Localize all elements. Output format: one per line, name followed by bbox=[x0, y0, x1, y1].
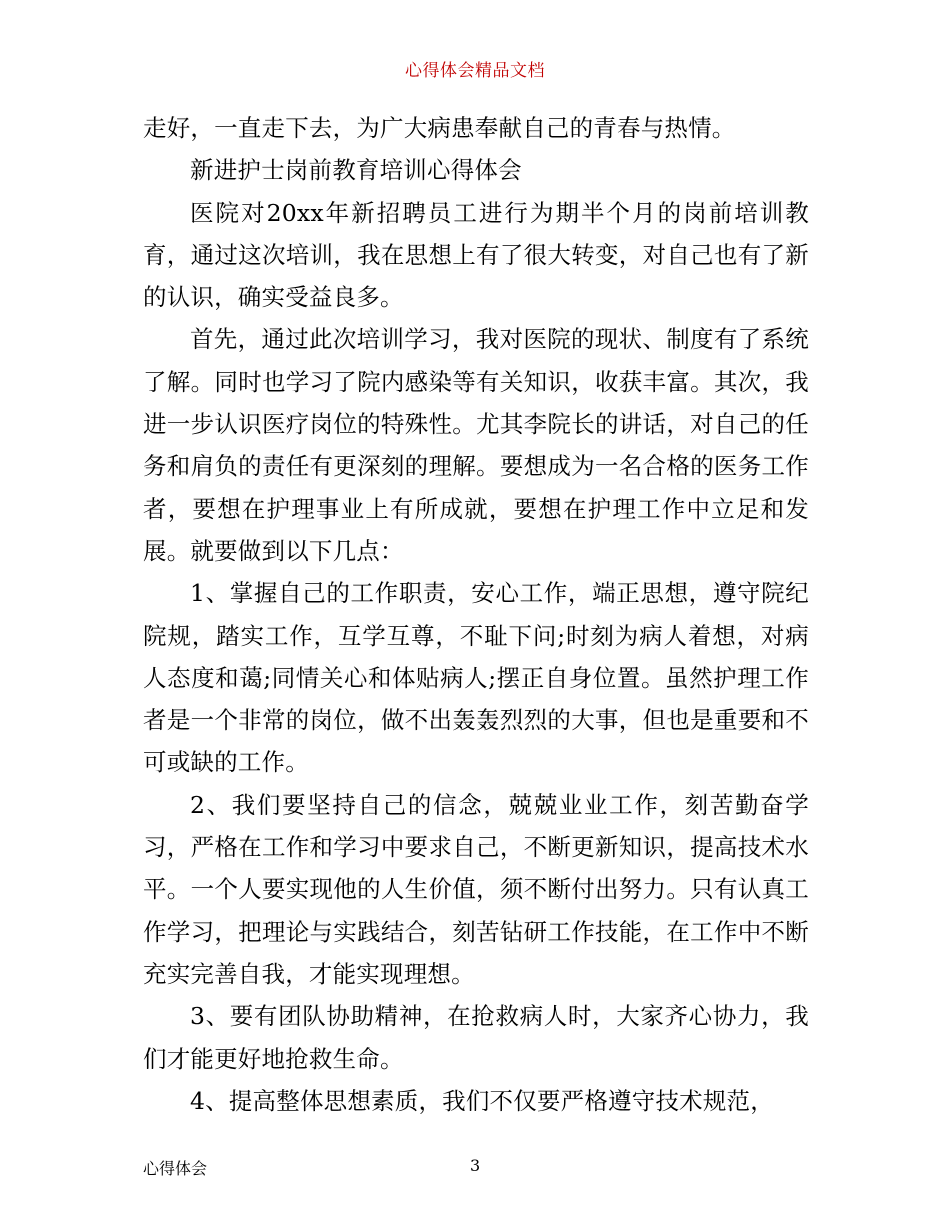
paragraph-continuation: 走好，一直走下去，为广大病患奉献自己的青春与热情。 bbox=[143, 114, 736, 142]
footer-page-number: 3 bbox=[470, 1156, 481, 1175]
paragraph-point-1: 1、掌握自己的工作职责，安心工作，端正思想，遵守院纪院规，踏实工作，互学互尊，不耻下问;时刻为病人着想，对病人态度和蔼;同情关心和体贴病人;摆正自身位置。虽然护理工作者是一个非常的岗位，做不出轰轰烈烈的大事，但也是重要和不可或缺的工作。 bbox=[143, 579, 809, 777]
paragraph-point-4: 4、提高整体思想素质，我们不仅要严格遵守技术规范， bbox=[190, 1086, 774, 1115]
footer-label: 心得体会 bbox=[143, 1159, 208, 1178]
document-body bbox=[143, 107, 809, 1122]
paragraph-first: 首先，通过此次培训学习，我对医院的现状、制度有了系统了解。同时也学习了院内感染等有关知识，收获丰富。其次，我进一步认识医疗岗位的特殊性。尤其李院长的讲话，对自己的任务和肩负的责任有更深刻的理解。要想成为一名合格的医务工作者，要想在护理事业上有所成就，要想在护理工作中立足和发展。就要做到以下几点： bbox=[143, 325, 809, 565]
paragraph-point-3: 3、要有团队协助精神，在抢救病人时，大家齐心协力，我们才能更好地抢救生命。 bbox=[143, 1002, 809, 1073]
paragraph-point-2: 2、我们要坚持自己的信念，兢兢业业工作，刻苦勤奋学习，严格在工作和学习中要求自己，不断更新知识，提高技术水平。一个人要实现他的人生价值，须不断付出努力。只有认真工作学习，把理论与实践结合，刻苦钻研工作技能，在工作中不断充实完善自我，才能实现理想。 bbox=[143, 790, 809, 988]
page-header-title: 心得体会精品文档 bbox=[405, 61, 545, 81]
paragraph-intro: 医院对20xx年新招聘员工进行为期半个月的岗前培训教育，通过这次培训，我在思想上有了很大转变，对自己也有了新的认识，确实受益良多。 bbox=[143, 198, 809, 312]
section-heading: 新进护士岗前教育培训心得体会 bbox=[190, 156, 522, 185]
